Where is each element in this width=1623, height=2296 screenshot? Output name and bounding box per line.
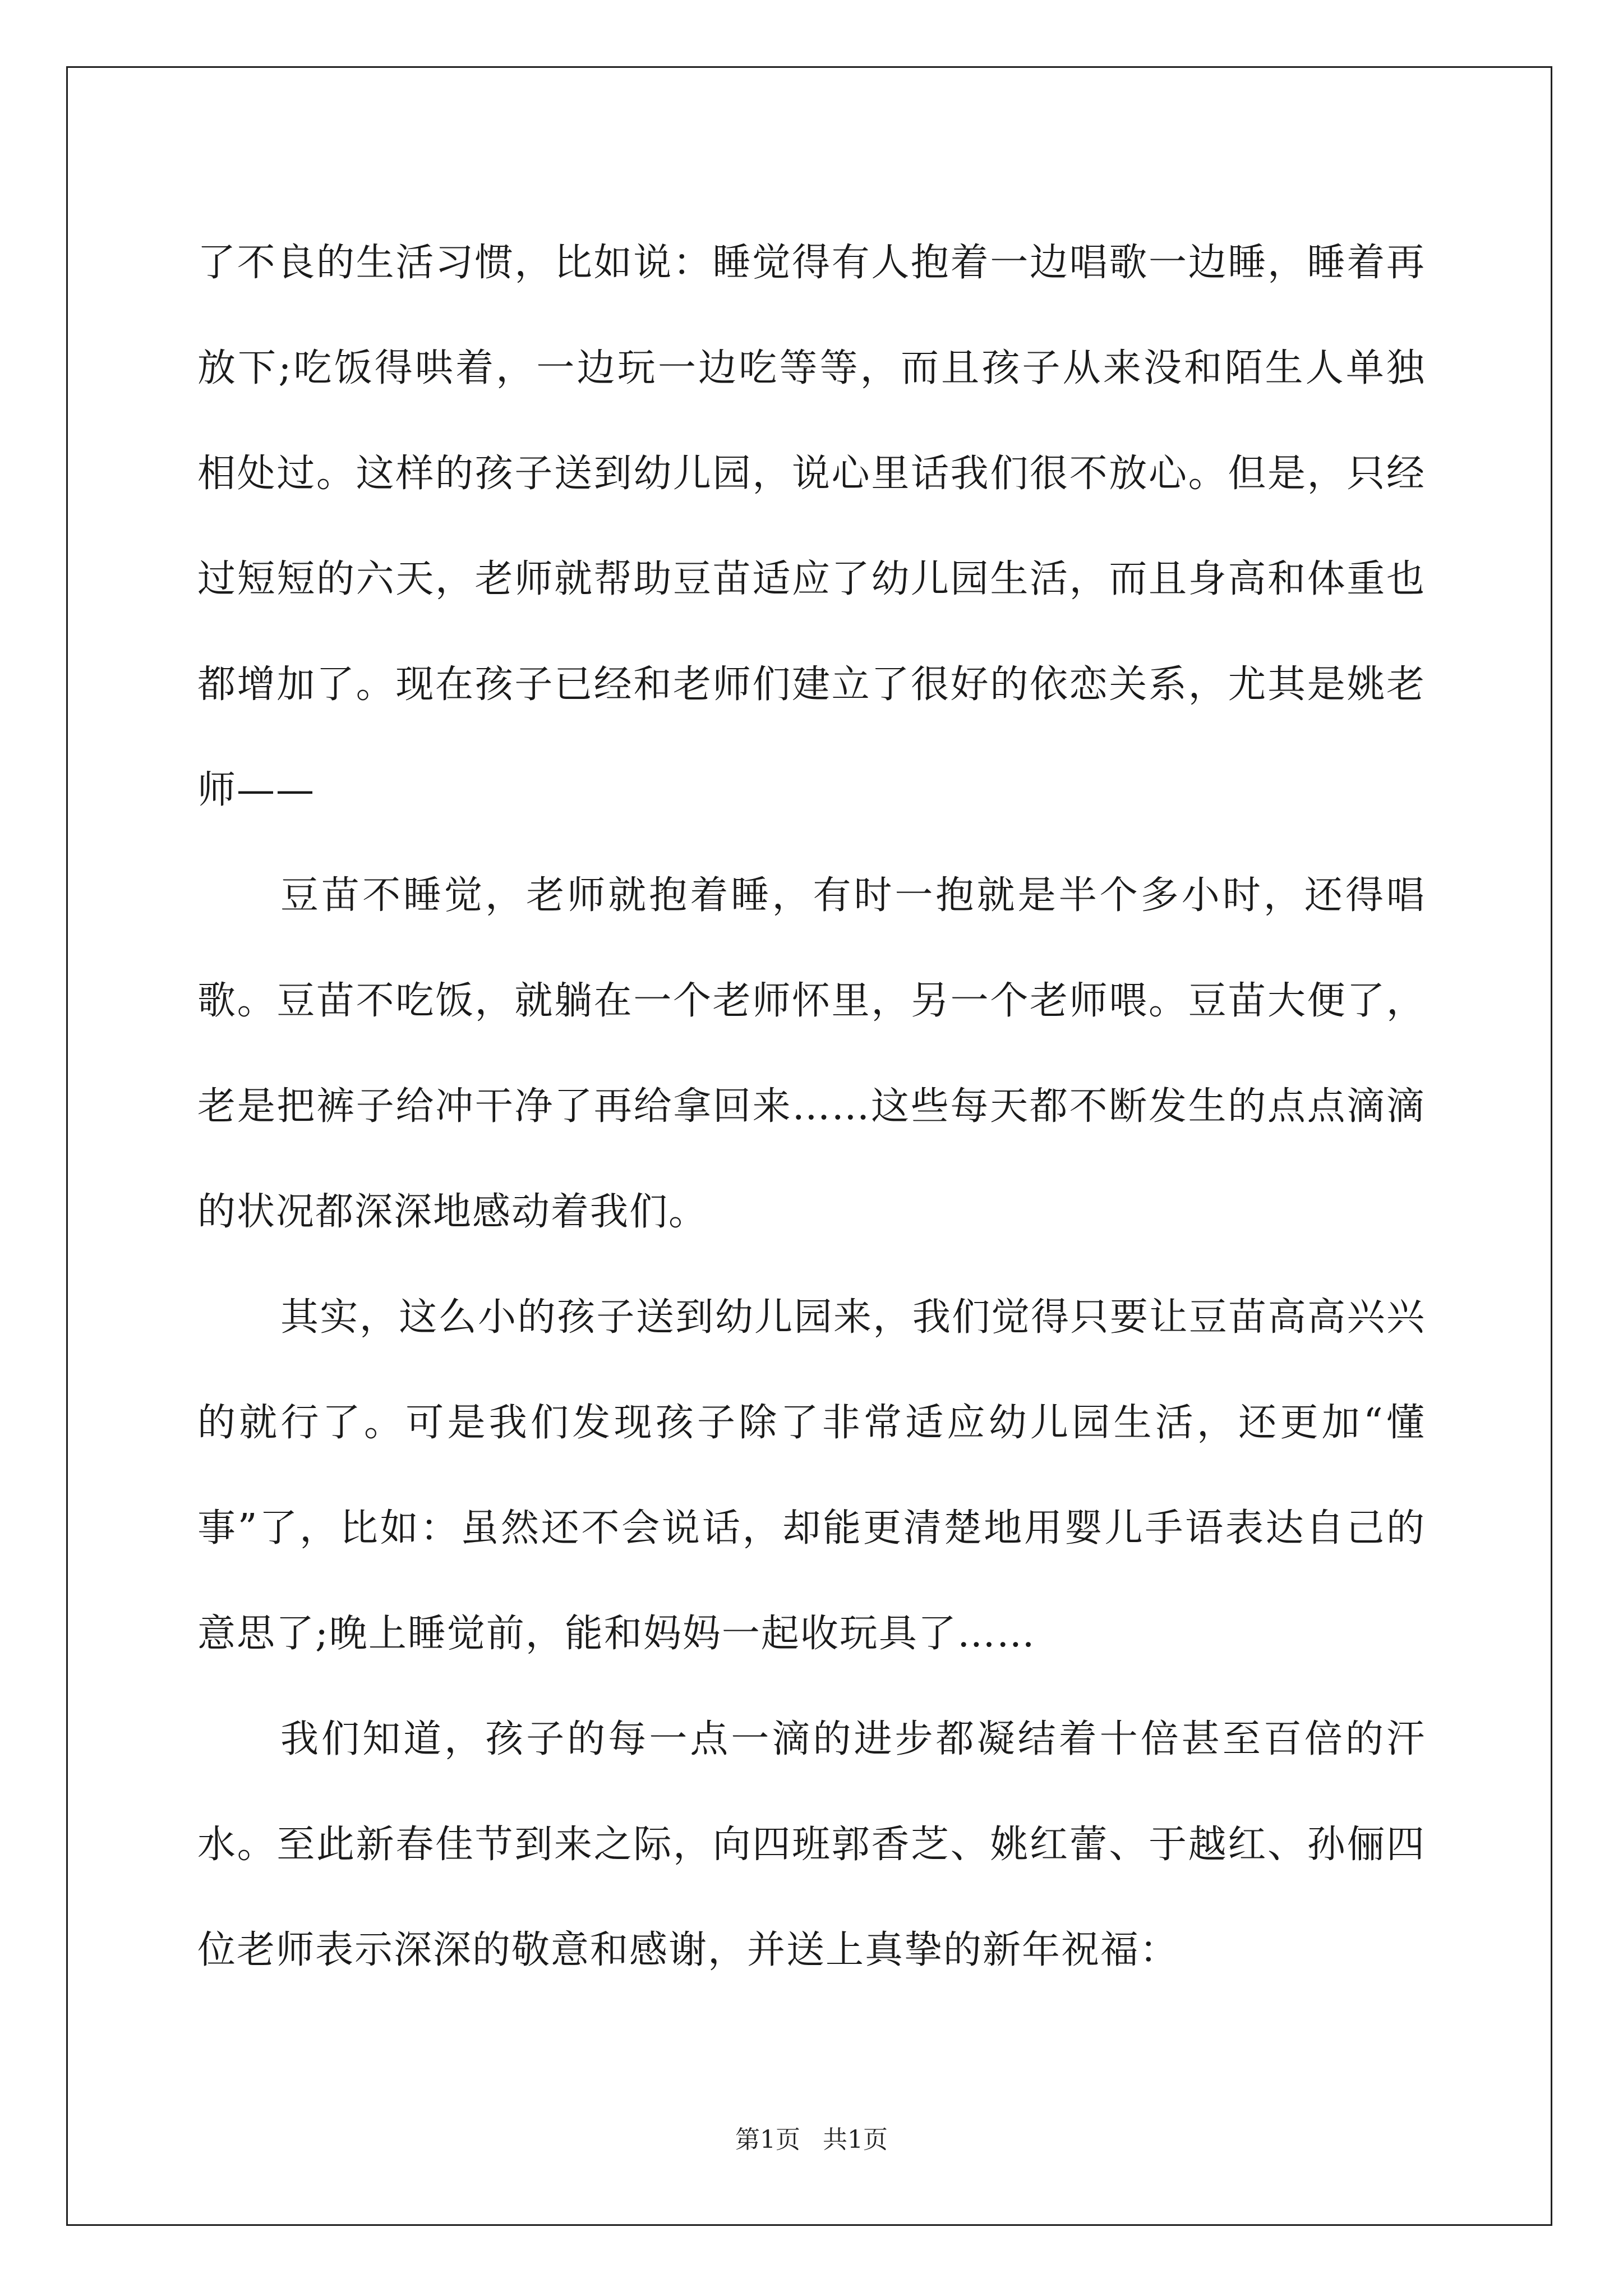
- paragraph-1: 了不良的生活习惯，比如说：睡觉得有人抱着一边唱歌一边睡，睡着再放下;吃饭得哄着，一边玩一边吃等等，而且孩子从来没和陌生人单独相处过。这样的孩子送到幼儿园，说心里话我们很不放心。但是，只经过短短的六天，老师就帮助豆苗适应了幼儿园生活，而且身高和体重也都增加了。现在孩子已经和老师们建立了很好的依恋关系，尤其是姚老师——: [197, 241, 1426, 812]
- page-number-total: 共1页: [823, 2125, 888, 2154]
- page-footer: [0, 2119, 1623, 2155]
- page-number-current: 第1页: [735, 2125, 800, 2154]
- paragraph-2: 豆苗不睡觉，老师就抱着睡，有时一抱就是半个多小时，还得唱歌。豆苗不吃饭，就躺在一个老师怀里，另一个老师喂。豆苗大便了，老是把裤子给冲干净了再给拿回来……这些每天都不断发生的点点滴滴的状况都深深地感动着我们。: [197, 873, 1426, 1234]
- paragraph-3: 其实，这么小的孩子送到幼儿园来，我们觉得只要让豆苗高高兴兴的就行了。可是我们发现孩子除了非常适应幼儿园生活，还更加“懂事”了，比如：虽然还不会说话，却能更清楚地用婴儿手语表达自己的意思了;晚上睡觉前，能和妈妈一起收玩具了……: [197, 1295, 1426, 1656]
- document-body: [197, 210, 1426, 2003]
- paragraph-4: 我们知道，孩子的每一点一滴的进步都凝结着十倍甚至百倍的汗水。至此新春佳节到来之际，向四班郭香芝、姚红蕾、于越红、孙俪四位老师表示深深的敬意和感谢，并送上真挚的新年祝福：: [197, 1717, 1426, 1972]
